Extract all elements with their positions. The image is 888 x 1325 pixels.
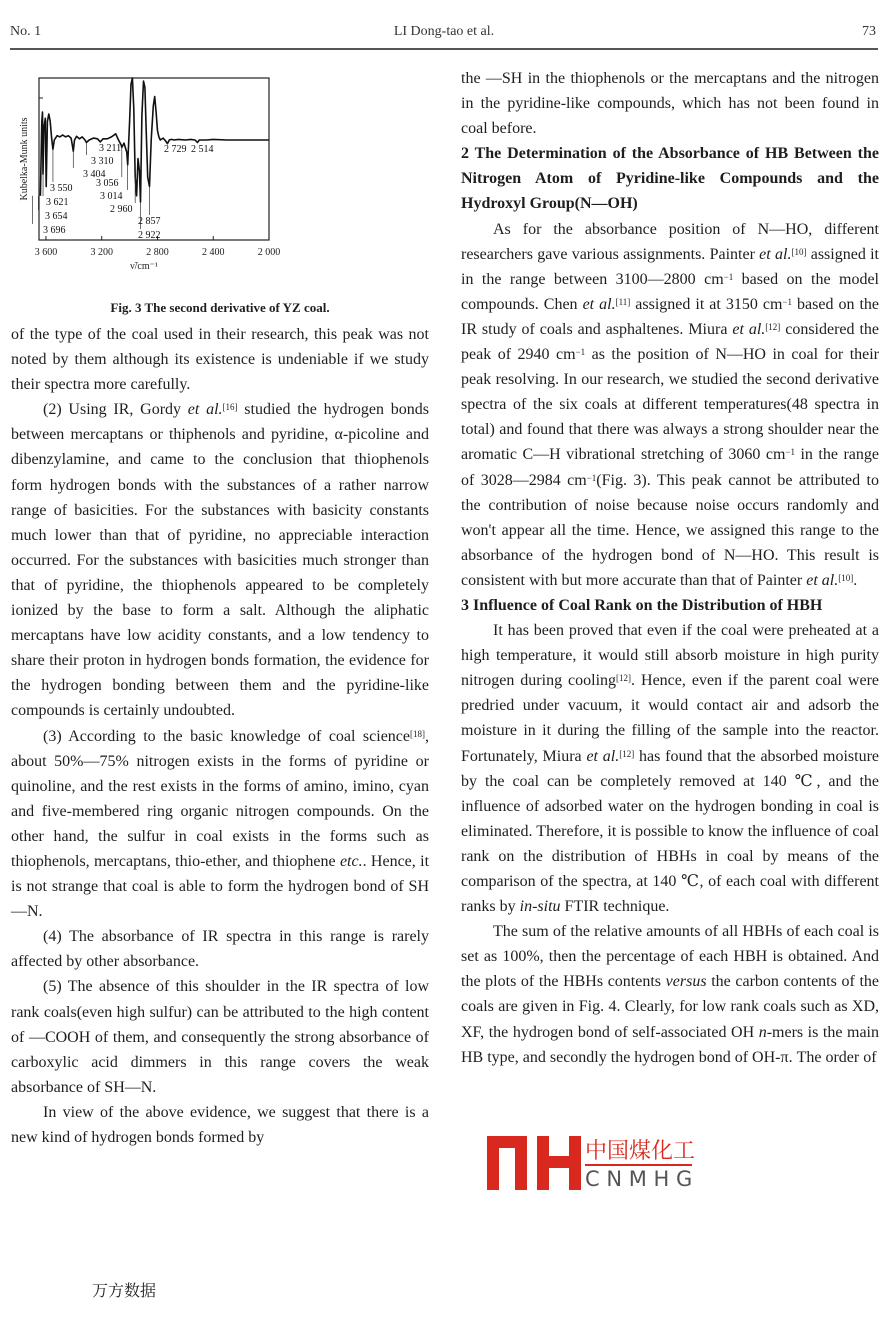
citation: [10] (791, 246, 807, 257)
peak-label: 2 960 (110, 204, 133, 215)
superscript: −1 (785, 447, 795, 458)
y-axis-label: Kubelka-Munk units (19, 117, 30, 201)
peak-label: 3 211 (99, 143, 122, 154)
x-tick-label: 2 800 (146, 247, 169, 258)
et-al: et al. (732, 320, 766, 338)
n-italic: n (758, 1023, 767, 1041)
figure-caption: Fig. 3 The second derivative of YZ coal. (110, 300, 330, 315)
peak-label: 3 654 (45, 211, 68, 222)
section-heading-2: 2 The Determination of the Absorbance of HB Between the Nitrogen Atom of Pyridine-like Compounds and the Hydroxyl Group(N—OH) (461, 145, 879, 213)
et-al: et al. (759, 245, 792, 263)
paragraph: of the type of the coal used in their research, this peak was not noted by them although its existence is undeniable if we study their spectra more carefully. (11, 326, 429, 394)
text: . Hence, even if the parent coal were predried under vacuum, it would contact air and adsorb the moisture in it during the filling of the sample into the reactor. Fortunately, Miura (461, 672, 879, 765)
et-al: et al. (806, 571, 839, 589)
paragraph (11, 724, 429, 925)
x-tick-label: 3 600 (34, 247, 58, 258)
logo-chinese-text: 中国煤化工 (585, 1139, 696, 1164)
figure-3 (11, 66, 429, 278)
et-al: et al. (586, 747, 620, 765)
running-title (10, 24, 878, 40)
text: , about 50%—75% nitrogen exists in the forms of pyridine or quinoline, and the rest exists in the forms of amino, imino, cyan and five-membered ring organic nitrogen compounds. On the other hand, the sulfur in coal exists in the forms such as thiophenols, mercaptans, thio-ether, and thiophene (11, 727, 429, 870)
text: . (853, 571, 858, 589)
mh-logo-icon (487, 1136, 581, 1190)
text: the carbon contents of the coals are given in Fig. 4. Clearly, for low rank coals such as XD, XF, the hydrogen bond of self-associated OH (461, 973, 879, 1041)
x-axis-label: ν̃/cm⁻¹ (130, 261, 158, 272)
paragraph: the —SH in the thiophenols or the mercaptans and the nitrogen in the pyridine-like compounds, which has not been found in coal before. (461, 70, 879, 138)
paragraph (461, 919, 879, 1070)
peak-label: 3 056 (96, 178, 119, 189)
text: in the range of 3028—2984 cm (461, 446, 879, 489)
text: . Hence, it is not strange that coal is able to form the hydrogen bond of SH—N. (11, 852, 430, 921)
section-heading-3: 3 Influence of Coal Rank on the Distribution of HBH (461, 596, 823, 614)
peak-label: 2 857 (138, 216, 161, 227)
citation: [12] (765, 321, 781, 332)
text: FTIR technique. (560, 898, 670, 916)
text: considered the peak of 2940 cm (461, 320, 880, 364)
superscript: −1 (575, 347, 586, 358)
paragraph: In view of the above evidence, we suggest that there is a new kind of hydrogen bonds formed by (11, 1103, 429, 1146)
text: -mers is the main HB type, and secondly the hydrogen bond of OH-π. The order of (461, 1023, 880, 1066)
text: as the position of N—HO in coal for their peak resolving. In our research, we studied the second derivative spectra of the six coals at different temperatures(48 spectra in total) and found that there was always a strong shoulder near the aromatic C—H vibrational stretching of 3060 cm (461, 346, 880, 464)
paragraph (461, 618, 879, 919)
logo-bar (569, 1136, 581, 1190)
page-header (10, 20, 878, 46)
peak-label: 2 729 (164, 144, 187, 155)
in-situ: in-situ (519, 898, 561, 916)
text: (Fig. 3). This peak cannot be attributed to the contribution of noise because noise occurs randomly and won't appear all the time. Hence, we assigned this range to the absorbance of the hydrogen bond of N—HO. This result is consistent with but more accurate than that of Painter (461, 471, 880, 589)
paragraph (461, 217, 879, 593)
x-tick-label: 2 000 (257, 247, 281, 258)
text: studied the hydrogen bonds between mercaptans or thiphenols and pyridine, α-picoline and dibenzylamine, and came to the conclusion that thiophenols form hydrogen bonds with the substances of a rather narrow range of basicities. For the substances with basicity constants much lower than that of pyridine, no appreciable interaction occurred. For the substances with basicities much stronger than that of pyridine, the thiophenols appeared to be completely ionized by the base to form a salt. Although the aliphatic mercaptans have low acidity constants, and a low tendency to share their proton in hydrogen bonds formation, the evidence for the hydrogen bonding between them and the pyridine-like compounds is certainly undoubted. (11, 401, 429, 720)
x-tick-label: 2 400 (201, 247, 225, 258)
paragraph (11, 397, 429, 723)
cnmhg-logo-watermark (487, 1130, 697, 1190)
right-column (461, 66, 879, 1070)
text: The sum of the relative amounts of all HBHs of each coal is set as 100%, then the percentage of each HBH is obtained. And the plots of the HBHs contents (461, 923, 879, 991)
x-tick-label: 3 200 (90, 247, 113, 258)
peak-label: 3 310 (91, 156, 114, 167)
et-al: et al. (582, 295, 616, 313)
paragraph: (4) The absorbance of IR spectra in this range is rarely affected by other absorbance. (11, 928, 429, 971)
spectrum-line (40, 78, 269, 202)
superscript: −1 (723, 271, 734, 282)
peak-label: 3 550 (50, 183, 73, 194)
left-column (11, 66, 429, 1150)
peak-label: 2 514 (191, 144, 214, 155)
superscript: −1 (782, 296, 792, 307)
spectrum-chart (3, 66, 293, 278)
et-al: et al. (187, 401, 223, 419)
text: assigned it in the range between 3100—2800 cm (461, 245, 879, 288)
text: (3) According to the basic knowledge of coal science (43, 727, 410, 745)
peak-label: 3 696 (43, 225, 66, 236)
text: based on the IR study of coals and asphaltenes. Miura (461, 295, 880, 338)
citation: [10] (838, 572, 854, 583)
citation: [16] (222, 402, 238, 413)
text: based on the model compounds. Chen (461, 270, 879, 313)
citation: [12] (616, 673, 632, 684)
text: has found that the absorbed moisture by the coal can be completely removed at 140 ℃, and the influence of adsorbed water on the hydrogen bonding in coal is eliminated. Therefore, it is possible to know the influence of coal rank on the distribution of HBHs in coal by means of the comparison of the spectra, at 140 ℃, of each coal with different ranks by (461, 747, 879, 916)
header-divider (10, 48, 878, 50)
text: As for the absorbance position of N—HO, different researchers gave various assignments. Painter (461, 220, 879, 263)
citation: [11] (615, 296, 631, 307)
versus: versus (665, 973, 707, 991)
wanfang-watermark: 万方数据 (92, 1281, 157, 1300)
issue-number: No. 1 (10, 24, 42, 39)
page-number: 73 (862, 24, 876, 39)
peak-label: 2 922 (138, 230, 161, 241)
peak-label: 3 014 (100, 191, 123, 202)
logo-bar (515, 1136, 527, 1190)
text: It has been proved that even if the coal were preheated at a high temperature, it would still absorb moisture in high purity nitrogen during cooling (461, 622, 879, 690)
logo-english-text: C N M H G (585, 1167, 693, 1190)
peak-label: 3 621 (46, 197, 69, 208)
citation: [18] (410, 728, 425, 739)
etc: etc. (339, 852, 363, 870)
paragraph: (5) The absence of this shoulder in the IR spectra of low rank coals(even high sulfur) can be attributed to the high content of —COOH of them, and consequently the strong absorbance of carboxylic acid dimmers in this range covers the weak absorbance of SH—N. (11, 978, 429, 1096)
text: (2) Using IR, Gordy (43, 401, 188, 419)
superscript: −1 (586, 472, 597, 483)
peak-label: 3 404 (83, 169, 106, 180)
text: assigned it at 3150 cm (630, 295, 783, 313)
running-title-text: LI Dong-tao et al. (393, 24, 495, 39)
citation: [12] (619, 748, 635, 759)
